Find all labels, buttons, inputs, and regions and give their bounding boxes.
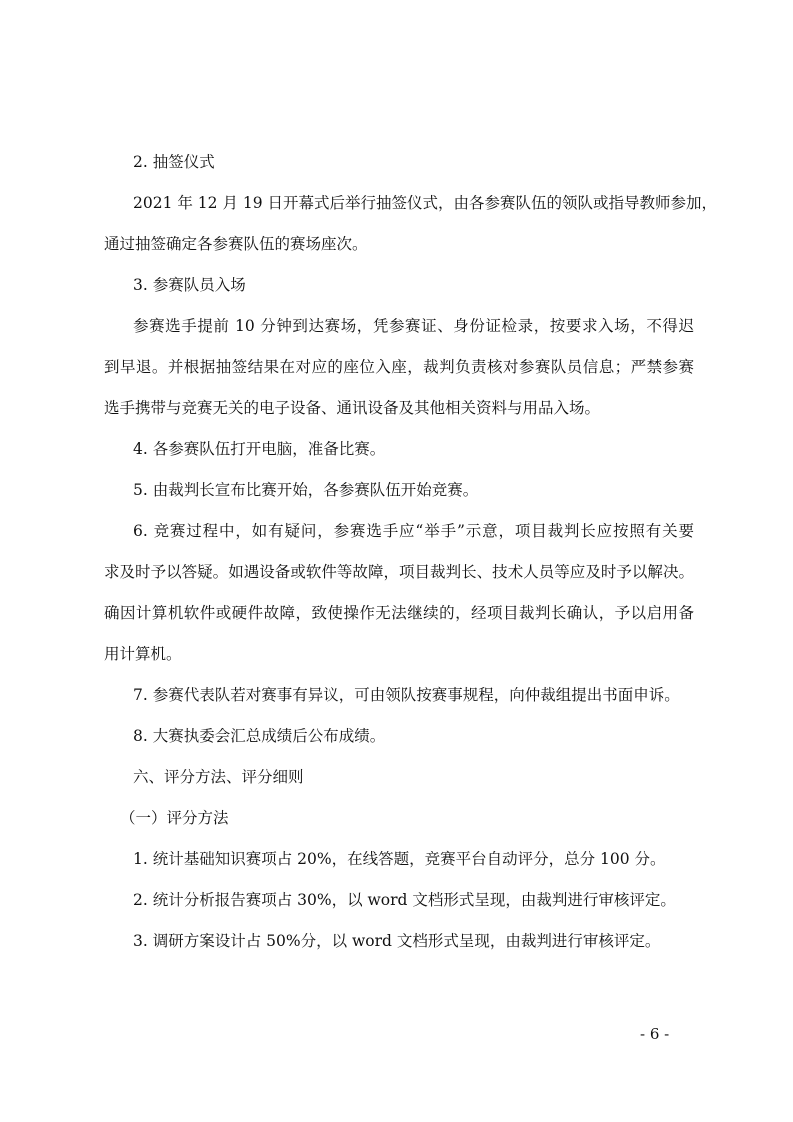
paragraph-line: 通过抽签确定各参赛队伍的赛场座次。 [104, 235, 368, 253]
scoring-item-2: 2. 统计分析报告赛项占 30%，以 word 文档形式呈现，由裁判进行审核评定。 [133, 891, 676, 909]
paragraph-line: 参赛选手提前 10 分钟到达赛场，凭参赛证、身份证检录，按要求入场，不得迟 [133, 317, 694, 335]
scoring-item-3: 3. 调研方案设计占 50%分，以 word 文档形式呈现，由裁判进行审核评定。 [133, 932, 661, 950]
list-item-7: 7. 参赛代表队若对赛事有异议，可由领队按赛事规程，向仲裁组提出书面申诉。 [133, 686, 680, 704]
paragraph-line: 到早退。并根据抽签结果在对应的座位入座，裁判负责核对参赛队员信息；严禁参赛 [104, 358, 694, 376]
paragraph-line: 确因计算机软件或硬件故障，致使操作无法继续的，经项目裁判长确认，予以启用备 [104, 604, 694, 622]
page-number: - 6 - [640, 1025, 670, 1043]
paragraph-line: 选手携带与竞赛无关的电子设备、通讯设备及其他相关资料与用品入场。 [104, 399, 601, 417]
heading-team-entry: 3. 参赛队员入场 [133, 276, 246, 294]
heading-draw-ceremony: 2. 抽签仪式 [133, 153, 215, 171]
list-item-6: 6. 竞赛过程中，如有疑问，参赛选手应“举手”示意，项目裁判长应按照有关要 [133, 522, 694, 540]
scoring-item-1: 1. 统计基础知识赛项占 20%，在线答题，竞赛平台自动评分，总分 100 分。 [133, 850, 666, 868]
list-item-4: 4. 各参赛队伍打开电脑，准备比赛。 [133, 440, 386, 458]
paragraph-line: 2021 年 12 月 19 日开幕式后举行抽签仪式，由各参赛队伍的领队或指导教师参加， [133, 194, 718, 212]
section-heading-scoring: 六、评分方法、评分细则 [133, 768, 304, 786]
paragraph-line: 用计算机。 [104, 645, 182, 663]
list-item-5: 5. 由裁判长宣布比赛开始，各参赛队伍开始竞赛。 [133, 481, 479, 499]
paragraph-line: 求及时予以答疑。如遇设备或软件等故障，项目裁判长、技术人员等应及时予以解决。 [104, 563, 694, 581]
list-item-8: 8. 大赛执委会汇总成绩后公布成绩。 [133, 727, 386, 745]
subsection-heading-scoring-method: （一）评分方法 [120, 809, 229, 827]
